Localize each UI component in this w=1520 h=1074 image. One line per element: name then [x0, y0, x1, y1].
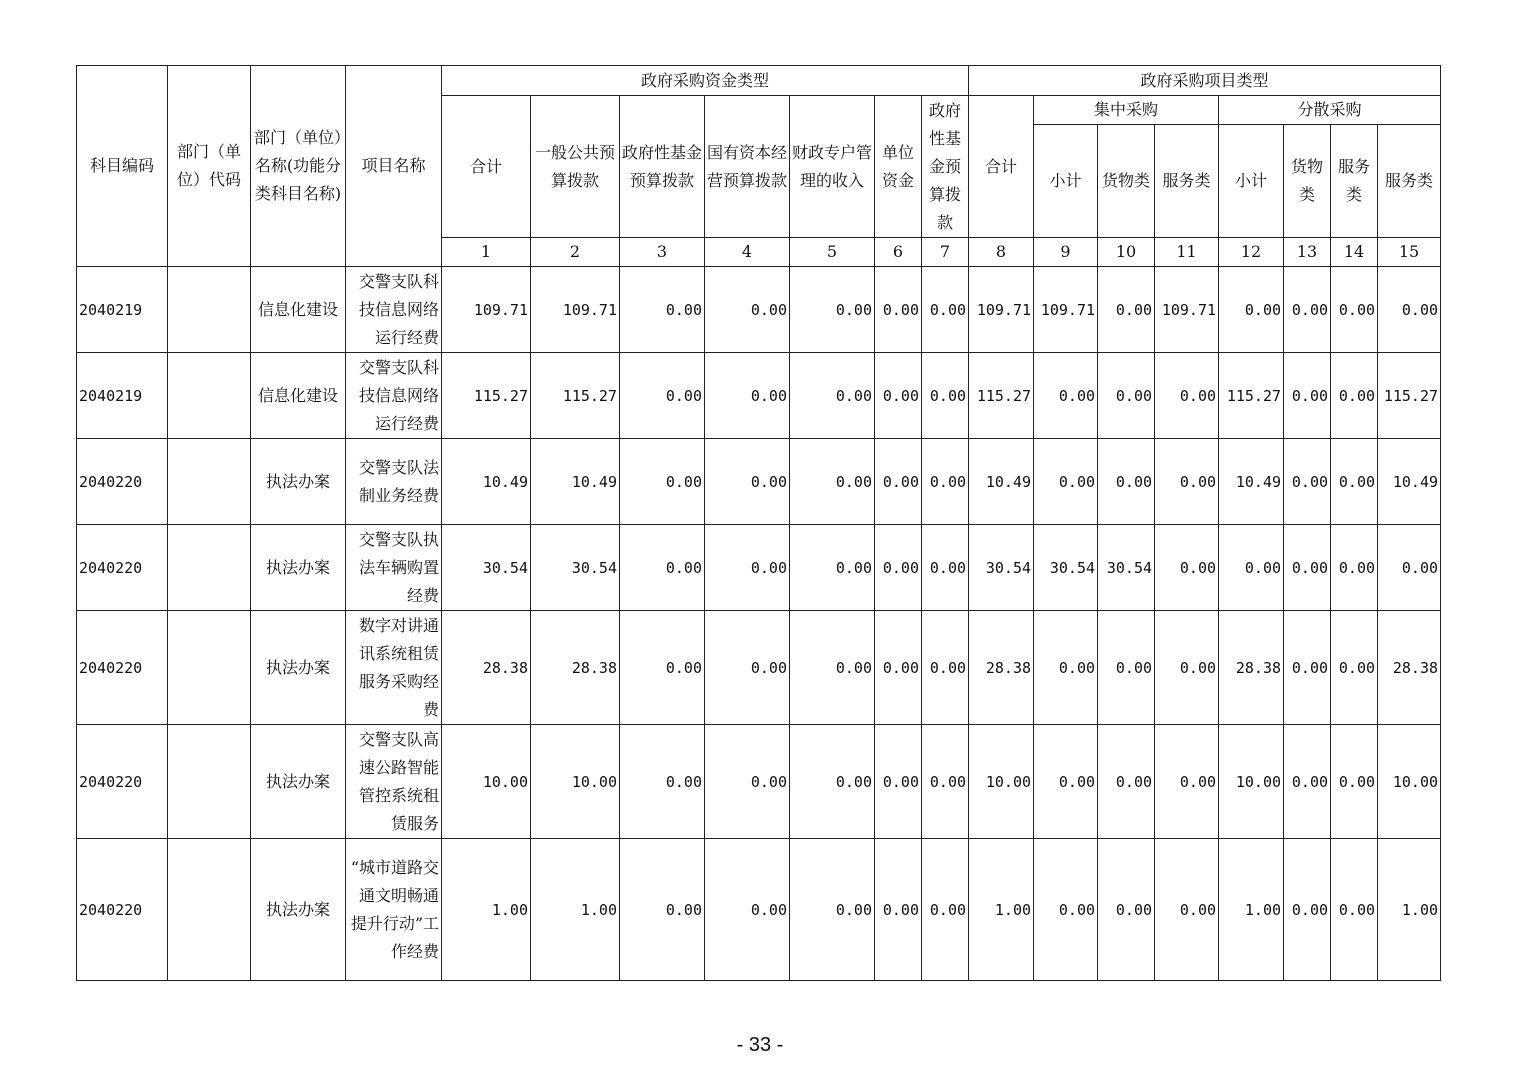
- value-cell: 30.54: [442, 525, 531, 611]
- value-cell: 0.00: [620, 267, 705, 353]
- value-cell: 10.00: [1378, 725, 1441, 839]
- subject-code-cell: 2040219: [77, 267, 168, 353]
- column-number: 10: [1098, 238, 1155, 267]
- header-fund-total: 合计: [442, 96, 531, 238]
- value-cell: 0.00: [1155, 725, 1219, 839]
- header-fund-type-group: 政府采购资金类型: [442, 66, 969, 96]
- value-cell: 0.00: [790, 439, 875, 525]
- dept-code-cell: [168, 267, 251, 353]
- value-cell: 28.38: [1219, 611, 1284, 725]
- value-cell: 0.00: [875, 525, 922, 611]
- table-row: [77, 611, 1441, 725]
- value-cell: 0.00: [922, 439, 969, 525]
- value-cell: 0.00: [620, 725, 705, 839]
- header-centralized: 集中采购: [1034, 96, 1219, 125]
- value-cell: 0.00: [705, 525, 790, 611]
- value-cell: 0.00: [1034, 353, 1098, 439]
- dept-name-cell: 信息化建设: [251, 267, 346, 353]
- dept-code-cell: [168, 725, 251, 839]
- value-cell: 0.00: [620, 839, 705, 981]
- value-cell: 0.00: [1098, 267, 1155, 353]
- dept-name-cell: 执法办案: [251, 611, 346, 725]
- value-cell: 0.00: [1155, 525, 1219, 611]
- value-cell: 0.00: [1219, 525, 1284, 611]
- value-cell: 0.00: [1034, 839, 1098, 981]
- value-cell: 10.00: [442, 725, 531, 839]
- procurement-table: [76, 65, 1441, 981]
- value-cell: 0.00: [922, 725, 969, 839]
- column-number: 13: [1284, 238, 1331, 267]
- table-row: [77, 267, 1441, 353]
- value-cell: 0.00: [1034, 611, 1098, 725]
- project-name-cell: 交警支队法制业务经费: [346, 439, 442, 525]
- value-cell: 0.00: [875, 611, 922, 725]
- column-number: 5: [790, 238, 875, 267]
- value-cell: 0.00: [1155, 611, 1219, 725]
- value-cell: 0.00: [790, 353, 875, 439]
- value-cell: 0.00: [875, 839, 922, 981]
- value-cell: 109.71: [1155, 267, 1219, 353]
- value-cell: 0.00: [1034, 725, 1098, 839]
- dept-code-cell: [168, 439, 251, 525]
- value-cell: 0.00: [790, 611, 875, 725]
- dept-name-cell: 执法办案: [251, 839, 346, 981]
- value-cell: 0.00: [1331, 525, 1378, 611]
- dept-code-cell: [168, 839, 251, 981]
- header-c-goods: 货物类: [1098, 125, 1155, 238]
- header-d-services-2: 服务类: [1378, 125, 1441, 238]
- value-cell: 0.00: [1284, 611, 1331, 725]
- table-row: [77, 525, 1441, 611]
- header-d-subtotal: 小计: [1219, 125, 1284, 238]
- value-cell: 0.00: [1219, 267, 1284, 353]
- value-cell: 1.00: [1219, 839, 1284, 981]
- value-cell: 0.00: [1284, 725, 1331, 839]
- column-number: 4: [705, 238, 790, 267]
- header-c-subtotal: 小计: [1034, 125, 1098, 238]
- header-subject-code: 科目编码: [77, 66, 168, 267]
- header-d-goods: 货物类: [1284, 125, 1331, 238]
- value-cell: 0.00: [705, 839, 790, 981]
- value-cell: 0.00: [1331, 839, 1378, 981]
- value-cell: 0.00: [1331, 611, 1378, 725]
- value-cell: 0.00: [790, 839, 875, 981]
- header-decentralized: 分散采购: [1219, 96, 1441, 125]
- value-cell: 28.38: [531, 611, 620, 725]
- header-dept-code: 部门（单位）代码: [168, 66, 251, 267]
- value-cell: 115.27: [442, 353, 531, 439]
- header-d-services-1: 服务类: [1331, 125, 1378, 238]
- value-cell: 30.54: [531, 525, 620, 611]
- value-cell: 0.00: [1098, 839, 1155, 981]
- value-cell: 0.00: [922, 267, 969, 353]
- value-cell: 10.00: [531, 725, 620, 839]
- column-number: 9: [1034, 238, 1098, 267]
- project-name-cell: 交警支队高速公路智能管控系统租赁服务: [346, 725, 442, 839]
- value-cell: 30.54: [1034, 525, 1098, 611]
- dept-code-cell: [168, 353, 251, 439]
- column-number: 15: [1378, 238, 1441, 267]
- project-name-cell: 交警支队科技信息网络运行经费: [346, 267, 442, 353]
- header-dept-name: 部门（单位）名称(功能分类科目名称): [251, 66, 346, 267]
- value-cell: 0.00: [922, 611, 969, 725]
- value-cell: 0.00: [875, 353, 922, 439]
- table-row: [77, 725, 1441, 839]
- project-name-cell: 交警支队科技信息网络运行经费: [346, 353, 442, 439]
- subject-code-cell: 2040219: [77, 353, 168, 439]
- value-cell: 0.00: [1284, 439, 1331, 525]
- value-cell: 0.00: [620, 525, 705, 611]
- header-project-name: 项目名称: [346, 66, 442, 267]
- header-fiscal-special: 财政专户管理的收入: [790, 96, 875, 238]
- value-cell: 109.71: [442, 267, 531, 353]
- value-cell: 0.00: [1155, 839, 1219, 981]
- value-cell: 0.00: [1284, 839, 1331, 981]
- column-number: 3: [620, 238, 705, 267]
- column-number: 14: [1331, 238, 1378, 267]
- header-state-capital: 国有资本经营预算拨款: [705, 96, 790, 238]
- value-cell: 0.00: [922, 525, 969, 611]
- value-cell: 0.00: [620, 439, 705, 525]
- project-name-cell: 交警支队执法车辆购置经费: [346, 525, 442, 611]
- value-cell: 0.00: [1331, 267, 1378, 353]
- value-cell: 0.00: [1331, 353, 1378, 439]
- column-number: 1: [442, 238, 531, 267]
- value-cell: 1.00: [442, 839, 531, 981]
- value-cell: 0.00: [1098, 611, 1155, 725]
- subject-code-cell: 2040220: [77, 525, 168, 611]
- value-cell: 30.54: [1098, 525, 1155, 611]
- table-row: [77, 839, 1441, 981]
- column-number: 12: [1219, 238, 1284, 267]
- value-cell: 0.00: [875, 267, 922, 353]
- dept-code-cell: [168, 525, 251, 611]
- column-number: 2: [531, 238, 620, 267]
- value-cell: 0.00: [705, 611, 790, 725]
- value-cell: 30.54: [969, 525, 1034, 611]
- column-number: 7: [922, 238, 969, 267]
- header-gov-fund-budget: 政府性基金预算拨款: [620, 96, 705, 238]
- value-cell: 109.71: [1034, 267, 1098, 353]
- value-cell: 109.71: [969, 267, 1034, 353]
- dept-name-cell: 执法办案: [251, 525, 346, 611]
- value-cell: 0.00: [875, 725, 922, 839]
- value-cell: 0.00: [1098, 353, 1155, 439]
- value-cell: 0.00: [1098, 439, 1155, 525]
- value-cell: 10.49: [531, 439, 620, 525]
- dept-name-cell: 执法办案: [251, 725, 346, 839]
- page-number: - 33 -: [736, 1034, 784, 1056]
- value-cell: 10.49: [1219, 439, 1284, 525]
- header-unit-funds: 单位资金: [875, 96, 922, 238]
- column-number: 11: [1155, 238, 1219, 267]
- value-cell: 0.00: [790, 725, 875, 839]
- header-proj-total: 合计: [969, 96, 1034, 238]
- value-cell: 0.00: [705, 439, 790, 525]
- header-general-budget: 一般公共预算拨款: [531, 96, 620, 238]
- value-cell: 0.00: [790, 525, 875, 611]
- header-c-services: 服务类: [1155, 125, 1219, 238]
- project-name-cell: 数字对讲通讯系统租赁服务采购经费: [346, 611, 442, 725]
- value-cell: 109.71: [531, 267, 620, 353]
- value-cell: 0.00: [705, 725, 790, 839]
- value-cell: 0.00: [875, 439, 922, 525]
- column-number: 8: [969, 238, 1034, 267]
- value-cell: 28.38: [969, 611, 1034, 725]
- value-cell: 10.49: [1378, 439, 1441, 525]
- value-cell: 0.00: [620, 611, 705, 725]
- value-cell: 0.00: [790, 267, 875, 353]
- value-cell: 115.27: [1219, 353, 1284, 439]
- value-cell: 0.00: [1155, 353, 1219, 439]
- value-cell: 0.00: [1378, 525, 1441, 611]
- value-cell: 1.00: [1378, 839, 1441, 981]
- value-cell: 0.00: [922, 353, 969, 439]
- dept-name-cell: 信息化建设: [251, 353, 346, 439]
- project-name-cell: “城市道路交通文明畅通提升行动”工作经费: [346, 839, 442, 981]
- dept-name-cell: 执法办案: [251, 439, 346, 525]
- value-cell: 0.00: [705, 353, 790, 439]
- table-row: [77, 439, 1441, 525]
- value-cell: 1.00: [969, 839, 1034, 981]
- value-cell: 0.00: [620, 353, 705, 439]
- value-cell: 0.00: [1098, 725, 1155, 839]
- table-row: [77, 353, 1441, 439]
- header-project-type-group: 政府采购项目类型: [969, 66, 1441, 96]
- value-cell: 0.00: [1378, 267, 1441, 353]
- value-cell: 0.00: [705, 267, 790, 353]
- value-cell: 115.27: [969, 353, 1034, 439]
- value-cell: 0.00: [1155, 439, 1219, 525]
- dept-code-cell: [168, 611, 251, 725]
- value-cell: 0.00: [1284, 353, 1331, 439]
- value-cell: 0.00: [1331, 439, 1378, 525]
- value-cell: 28.38: [442, 611, 531, 725]
- value-cell: 115.27: [1378, 353, 1441, 439]
- value-cell: 10.00: [1219, 725, 1284, 839]
- header-gov-fund-budget-2: 政府性基金预算拨款: [922, 96, 969, 238]
- value-cell: 0.00: [1331, 725, 1378, 839]
- value-cell: 0.00: [1034, 439, 1098, 525]
- value-cell: 0.00: [1284, 525, 1331, 611]
- value-cell: 1.00: [531, 839, 620, 981]
- subject-code-cell: 2040220: [77, 611, 168, 725]
- value-cell: 10.49: [969, 439, 1034, 525]
- subject-code-cell: 2040220: [77, 439, 168, 525]
- value-cell: 10.00: [969, 725, 1034, 839]
- value-cell: 0.00: [922, 839, 969, 981]
- subject-code-cell: 2040220: [77, 725, 168, 839]
- value-cell: 28.38: [1378, 611, 1441, 725]
- column-number: 6: [875, 238, 922, 267]
- value-cell: 115.27: [531, 353, 620, 439]
- value-cell: 10.49: [442, 439, 531, 525]
- value-cell: 0.00: [1284, 267, 1331, 353]
- subject-code-cell: 2040220: [77, 839, 168, 981]
